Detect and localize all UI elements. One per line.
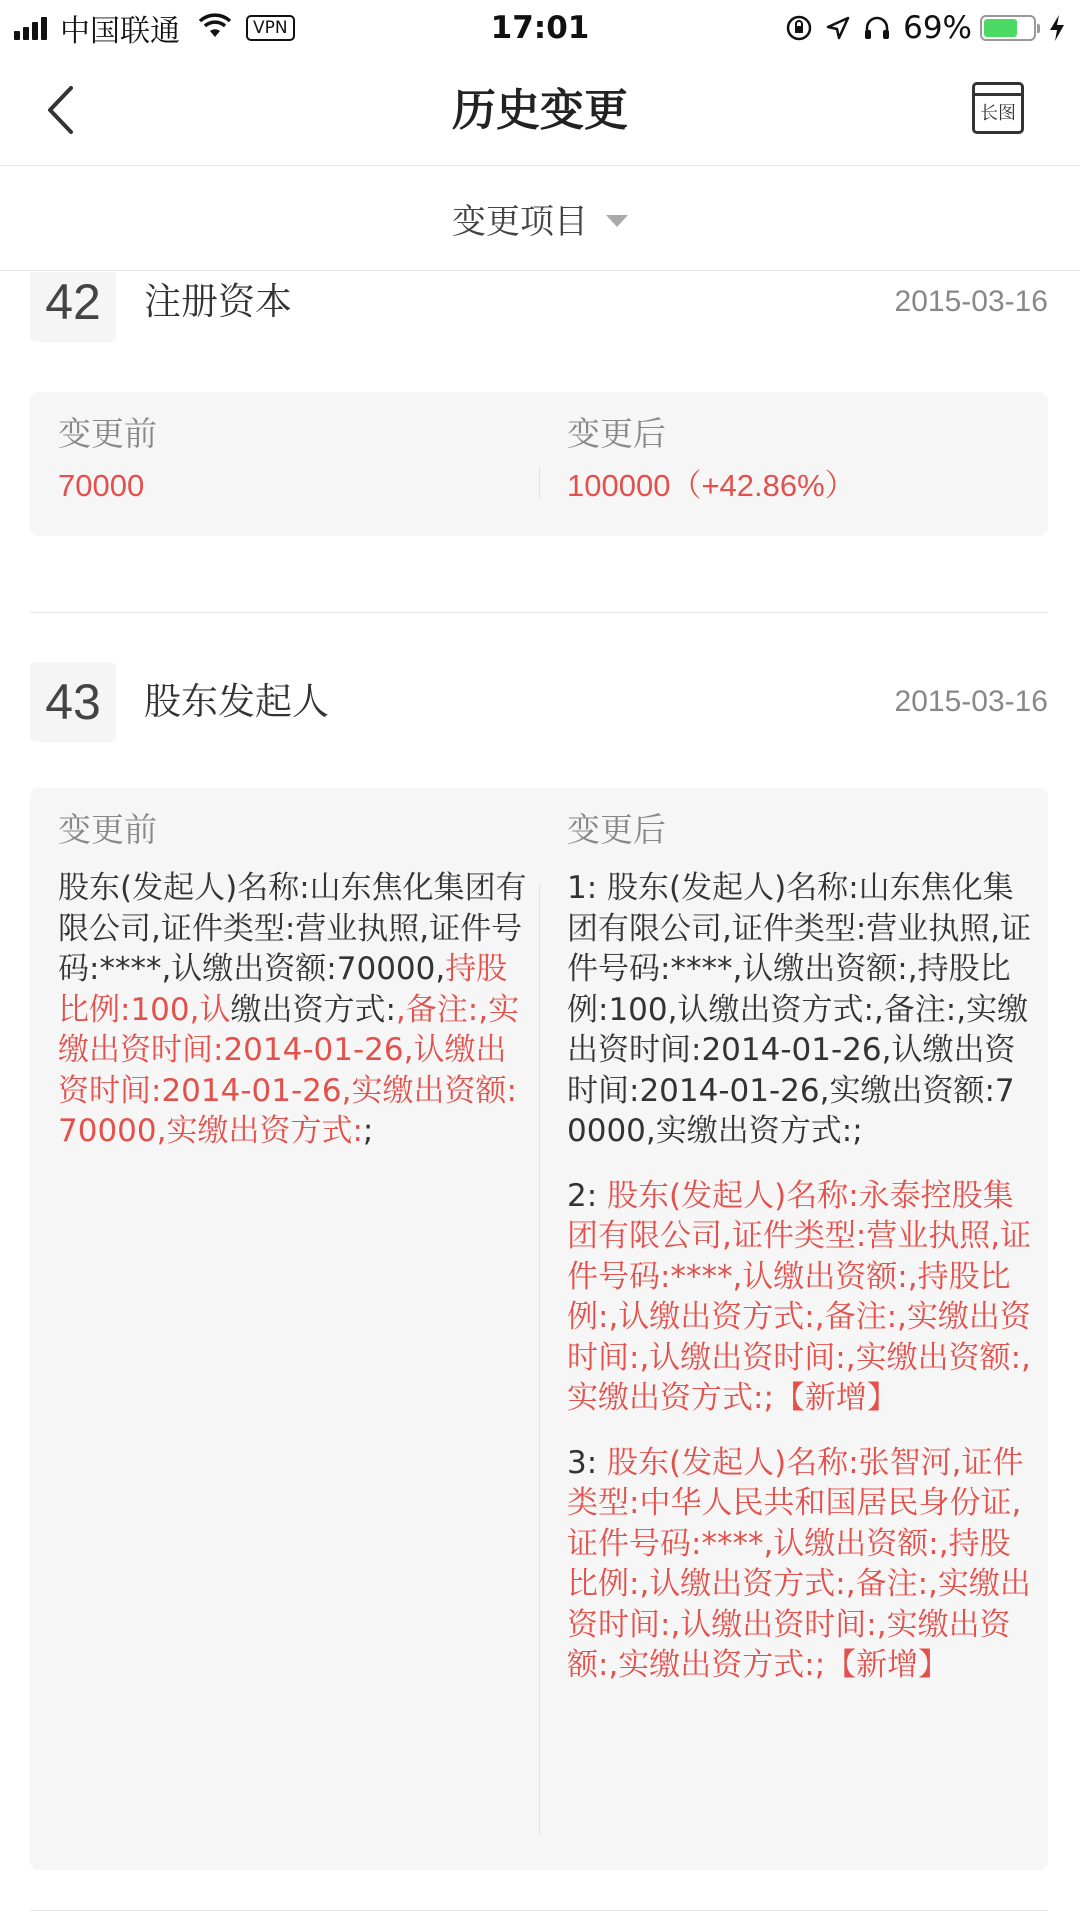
charging-icon (1048, 14, 1066, 42)
long-image-label: 长图 (980, 103, 1016, 124)
record-date: 2015-03-16 (894, 285, 1048, 318)
record-detail-box (30, 788, 1048, 1870)
before-text-changed: ,备注:,实缴出资时间:2014-01-26,认缴出资时间:2014-01-26,实缴出资额:70000,实缴出资方式: (58, 991, 520, 1149)
record-number: 43 (30, 662, 116, 742)
battery-percent: 69% (903, 10, 972, 46)
long-image-icon (975, 93, 1021, 96)
after-entry-added (567, 1443, 1033, 1686)
vpn-badge: VPN (246, 15, 295, 41)
before-column (58, 392, 528, 506)
before-label: 变更前 (58, 810, 157, 849)
change-history-list[interactable] (0, 272, 1080, 1920)
long-image-button[interactable] (972, 82, 1024, 134)
before-text-plain: 缴出资方式: (230, 991, 396, 1028)
column-divider (539, 884, 540, 1834)
record-separator (30, 612, 1048, 613)
column-divider (539, 466, 540, 498)
before-text-plain: 股东(发起人)名称:山东焦化集团有限公司,证件类型:营业执照,证件号码:****,认缴出资额:70000, (58, 870, 527, 987)
after-value: 100000（+42.86%） (567, 468, 856, 503)
change-type-filter[interactable] (0, 167, 1080, 271)
before-text-plain: ; (362, 1113, 374, 1149)
record-number: 42 (30, 272, 116, 342)
after-column (567, 788, 1033, 1710)
entry-text: 股东(发起人)名称:永泰控股集团有限公司,证件类型:营业执照,证件号码:****,认缴出资额:,持股比例:,认缴出资方式:,备注:,实缴出资时间:,认缴出资时间:,实缴出资额:,实缴出资方式:;【新增】 (567, 1177, 1032, 1416)
carrier-name: 中国联通 (60, 14, 180, 49)
entry-text: 股东(发起人)名称:山东焦化集团有限公司,证件类型:营业执照,证件号码:****,认缴出资额:,持股比例:100,认缴出资方式:,备注:,实缴出资时间:2014-01-26,认缴出资时间:2014-01-26,实缴出资额:70000,实缴出资方式:; (567, 870, 1032, 1149)
page-title: 历史变更 (452, 85, 628, 136)
record-title: 注册资本 (144, 280, 292, 323)
after-label: 变更后 (567, 414, 666, 453)
after-column (567, 392, 1033, 506)
clock: 17:01 (490, 10, 590, 46)
before-label: 变更前 (58, 414, 157, 453)
after-label: 变更后 (567, 810, 666, 849)
battery-level (984, 19, 1017, 37)
record-detail-box (30, 392, 1048, 536)
entry-text: 股东(发起人)名称:张智河,证件类型:中华人民共和国居民身份证,证件号码:****,认缴出资额:,持股比例:,认缴出资方式:,备注:,实缴出资时间:,认缴出资时间:,实缴出资额:,实缴出资方式:;【新增】 (567, 1444, 1031, 1683)
status-right (773, 8, 1066, 48)
rotation-lock-icon (785, 14, 813, 42)
filter-label: 变更项目 (452, 202, 588, 242)
before-value: 70000 (58, 468, 145, 503)
record-header (30, 662, 1048, 742)
before-value (58, 868, 528, 1152)
caret-down-icon (606, 215, 628, 227)
entry-index: 3: (567, 1444, 608, 1481)
entry-index: 2: (567, 1177, 608, 1214)
nav-bar (0, 56, 1080, 166)
record-separator (30, 1910, 1048, 1911)
location-icon (825, 15, 851, 41)
change-record (30, 272, 1048, 342)
headphones-icon (863, 15, 891, 41)
after-entry-added (567, 1176, 1033, 1419)
record-title: 股东发起人 (144, 680, 329, 723)
entry-index: 1: (567, 870, 608, 906)
battery-icon (980, 15, 1036, 41)
after-values (567, 868, 1033, 1686)
status-bar (0, 0, 1080, 56)
record-date: 2015-03-16 (894, 685, 1048, 718)
after-entry (567, 868, 1033, 1152)
record-header (30, 272, 1048, 342)
change-record (30, 662, 1048, 742)
before-column (58, 788, 528, 1152)
before-text-changed: 持股比例:100,认 (58, 951, 508, 1028)
